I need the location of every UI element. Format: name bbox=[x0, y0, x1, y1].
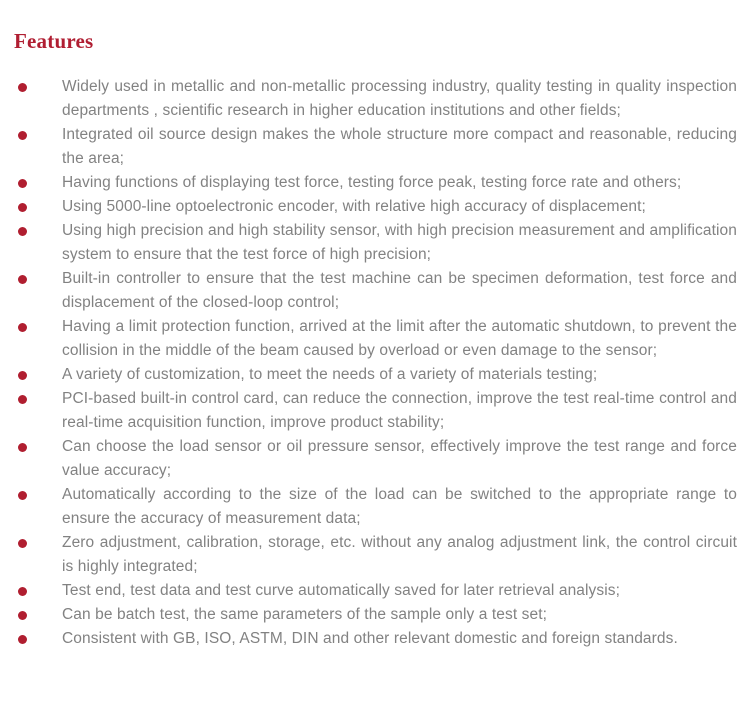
list-item-text: Integrated oil source design makes the whole structure more compact and reasonable, reducing the area; bbox=[62, 126, 737, 167]
bullet-icon bbox=[18, 323, 27, 332]
bullet-icon bbox=[18, 395, 27, 404]
bullet-icon bbox=[18, 491, 27, 500]
list-item bbox=[0, 195, 750, 219]
list-item-text: Consistent with GB, ISO, ASTM, DIN and other relevant domestic and foreign standards. bbox=[62, 630, 678, 647]
list-item-text: Zero adjustment, calibration, storage, etc. without any analog adjustment link, the control circuit is highly integrated; bbox=[62, 534, 737, 575]
features-list bbox=[0, 75, 750, 651]
list-item bbox=[0, 603, 750, 627]
list-item-text: Built-in controller to ensure that the test machine can be specimen deformation, test force and displacement of the closed-loop control; bbox=[62, 270, 737, 311]
bullet-icon bbox=[18, 179, 27, 188]
bullet-icon bbox=[18, 203, 27, 212]
bullet-icon bbox=[18, 635, 27, 644]
list-item-text: A variety of customization, to meet the needs of a variety of materials testing; bbox=[62, 366, 598, 383]
bullet-icon bbox=[18, 275, 27, 284]
list-item-text: Using 5000-line optoelectronic encoder, with relative high accuracy of displacement; bbox=[62, 198, 646, 215]
bullet-icon bbox=[18, 131, 27, 140]
list-item bbox=[0, 171, 750, 195]
list-item bbox=[0, 75, 750, 123]
list-item bbox=[0, 387, 750, 435]
bullet-icon bbox=[18, 227, 27, 236]
list-item-text: Having a limit protection function, arrived at the limit after the automatic shutdown, to prevent the collision in the middle of the beam caused by overload or even damage to the sensor; bbox=[62, 318, 737, 359]
bullet-icon bbox=[18, 587, 27, 596]
list-item-text: Automatically according to the size of the load can be switched to the appropriate range to ensure the accuracy of measurement data; bbox=[62, 486, 737, 527]
list-item bbox=[0, 267, 750, 315]
bullet-icon bbox=[18, 371, 27, 380]
bullet-icon bbox=[18, 611, 27, 620]
list-item-text: Having functions of displaying test force, testing force peak, testing force rate and others; bbox=[62, 174, 682, 191]
bullet-icon bbox=[18, 539, 27, 548]
list-item bbox=[0, 123, 750, 171]
list-item bbox=[0, 483, 750, 531]
list-item bbox=[0, 219, 750, 267]
list-item bbox=[0, 435, 750, 483]
list-item-text: Test end, test data and test curve automatically saved for later retrieval analysis; bbox=[62, 582, 621, 599]
list-item-text: Using high precision and high stability sensor, with high precision measurement and amplification system to ensure that the test force of high precision; bbox=[62, 222, 737, 263]
list-item bbox=[0, 315, 750, 363]
page-title: Features bbox=[14, 29, 94, 53]
list-item-text: Widely used in metallic and non-metallic processing industry, quality testing in quality inspection departments , scientific research in higher education institutions and other fields; bbox=[62, 78, 737, 119]
list-item bbox=[0, 363, 750, 387]
bullet-icon bbox=[18, 83, 27, 92]
list-item-text: PCI-based built-in control card, can reduce the connection, improve the test real-time control and real-time acquisition function, improve product stability; bbox=[62, 390, 737, 431]
bullet-icon bbox=[18, 443, 27, 452]
list-item-text: Can choose the load sensor or oil pressure sensor, effectively improve the test range and force value accuracy; bbox=[62, 438, 737, 479]
list-item bbox=[0, 531, 750, 579]
list-item bbox=[0, 627, 750, 651]
list-item-text: Can be batch test, the same parameters of the sample only a test set; bbox=[62, 606, 548, 623]
list-item bbox=[0, 579, 750, 603]
